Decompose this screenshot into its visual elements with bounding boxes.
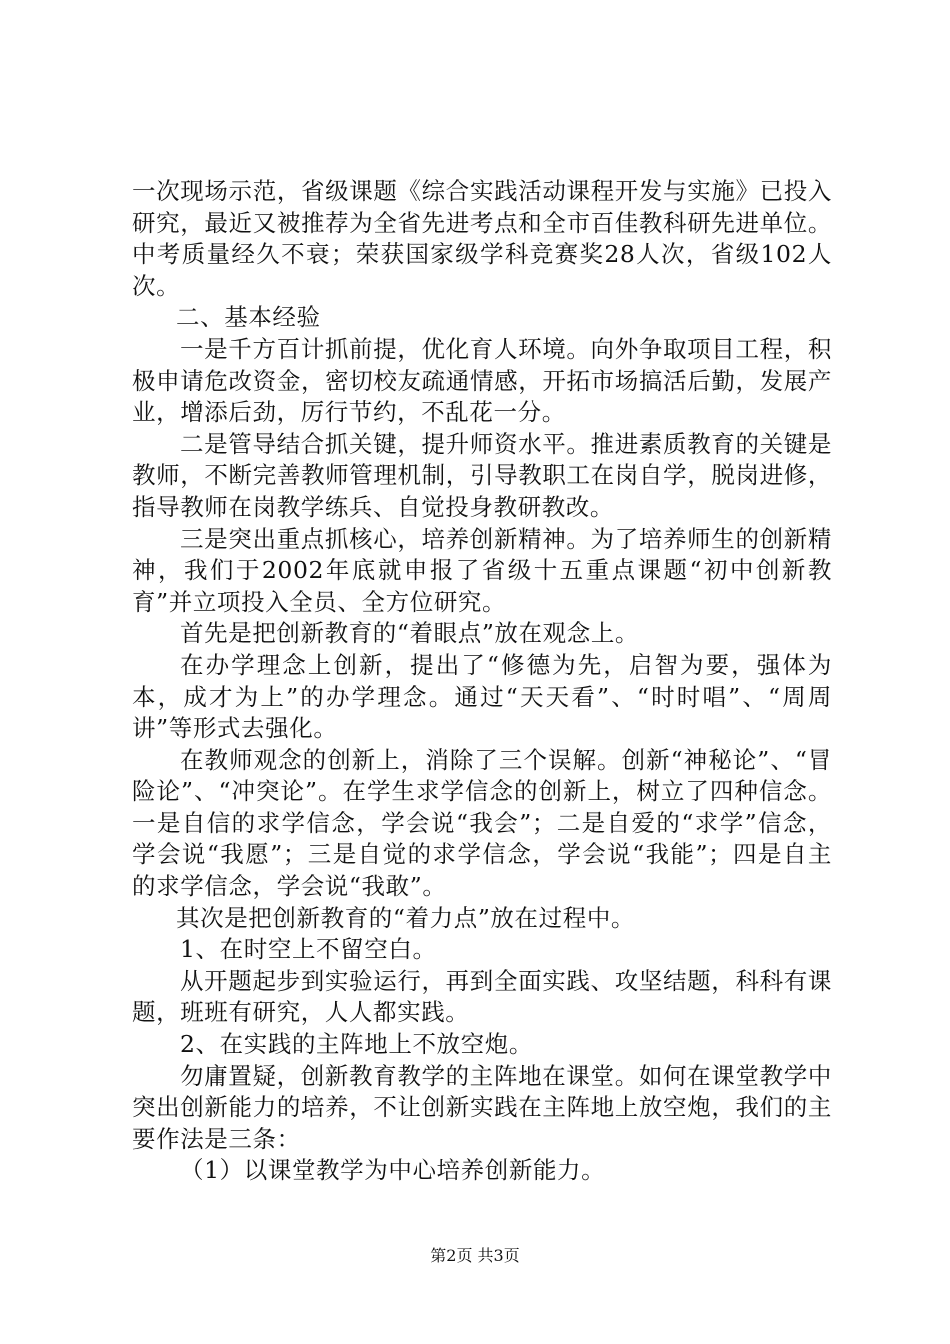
paragraph: 在教师观念的创新上，消除了三个误解。创新“神秘论”、“冒险论”、“冲突论”。在学生求学信念的创新上，树立了四种信念。一是自信的求学信念，学会说“我会”；二是自爱的“求学”信念，学会说“我愿”；三是自觉的求学信念，学会说“我能”；四是自主的求学信念，学会说“我敢”。 <box>132 745 832 901</box>
paragraph: 勿庸置疑，创新教育教学的主阵地在课堂。如何在课堂教学中突出创新能力的培养，不让创新实践在主阵地上放空炮，我们的主要作法是三条： <box>132 1061 832 1153</box>
paragraph: 二是管导结合抓关键，提升师资水平。推进素质教育的关键是教师，不断完善教师管理机制，引导教职工在岗自学，脱岗进修，指导教师在岗教学练兵、自觉投身教研教改。 <box>132 429 832 521</box>
page-footer: 第2页 共3页 <box>430 1246 520 1265</box>
paragraph: 从开题起步到实验运行，再到全面实践、攻坚结题，科科有课题，班班有研究，人人都实践。 <box>132 966 832 1027</box>
sub-heading: （1）以课堂教学为中心培养创新能力。 <box>180 1156 606 1185</box>
section-heading: 二、基本经验 <box>176 303 321 332</box>
paragraph: 三是突出重点抓核心，培养创新精神。为了培养师生的创新精神，我们于2002年底就申报了省级十五重点课题“初中创新教育”并立项投入全员、全方位研究。 <box>132 524 832 616</box>
paragraph: 首先是把创新教育的“着眼点”放在观念上。 <box>180 619 640 648</box>
paragraph: 其次是把创新教育的“着力点”放在过程中。 <box>176 903 636 932</box>
paragraph-continuation: 一次现场示范，省级课题《综合实践活动课程开发与实施》已投入研究，最近又被推荐为全省先进考点和全市百佳教科研先进单位。中考质量经久不衰；荣获国家级学科竞赛奖28人次，省级102人次。 <box>132 177 832 300</box>
document-body <box>132 176 832 1187</box>
sub-heading: 1、在时空上不留空白。 <box>180 935 437 964</box>
sub-heading: 2、在实践的主阵地上不放空炮。 <box>180 1030 533 1059</box>
paragraph: 一是千方百计抓前提，优化育人环境。向外争取项目工程，积极申请危改资金，密切校友疏通情感，开拓市场搞活后勤，发展产业，增添后劲，厉行节约，不乱花一分。 <box>132 334 832 427</box>
paragraph: 在办学理念上创新，提出了“修德为先，启智为要，强体为本，成才为上”的办学理念。通过“天天看”、“时时唱”、“周周讲”等形式去强化。 <box>132 650 832 743</box>
